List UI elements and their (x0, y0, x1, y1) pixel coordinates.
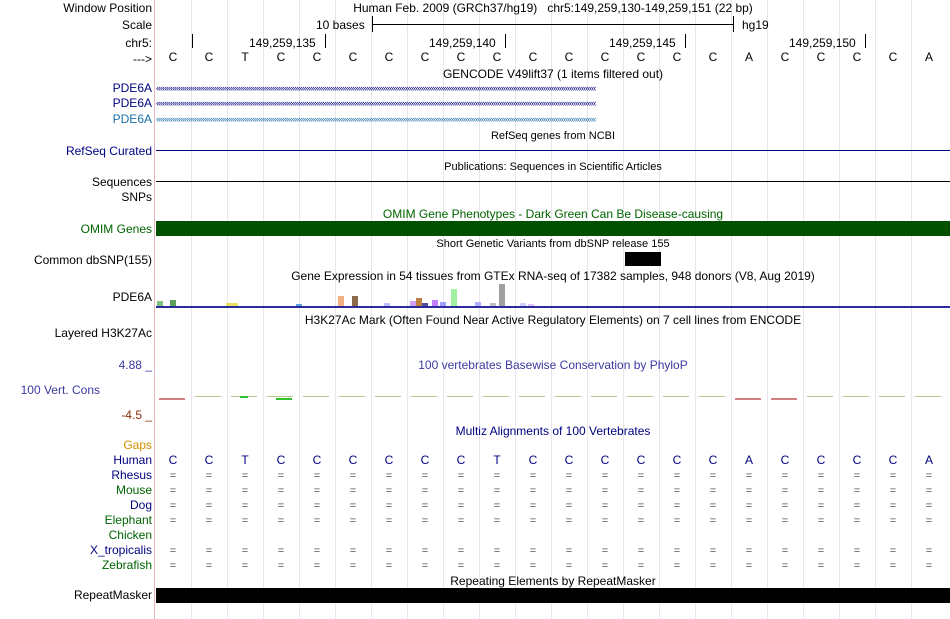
gtex-tissue-bar[interactable] (338, 296, 344, 306)
multiz-match: = (421, 470, 429, 482)
sequence-base: C (888, 50, 898, 64)
multiz-match: = (853, 515, 861, 527)
ruler-tick (505, 34, 506, 48)
phylop-score[interactable] (240, 396, 248, 398)
multiz-match: = (529, 545, 537, 557)
multiz-match: = (565, 560, 573, 572)
grid-line (299, 0, 300, 619)
gtex-tissue-bar[interactable] (499, 284, 505, 306)
label-zebrafish[interactable]: Zebrafish (101, 558, 152, 572)
multiz-human-base: C (888, 453, 898, 467)
multiz-match: = (205, 485, 213, 497)
label-x-tropicalis[interactable]: X_tropicalis (89, 543, 152, 557)
sequence-base: C (168, 50, 178, 64)
multiz-match: = (925, 500, 933, 512)
multiz-match: = (169, 515, 177, 527)
multiz-match: = (313, 485, 321, 497)
sequence-base: C (348, 50, 358, 64)
multiz-human-base: A (924, 453, 933, 467)
phylop-score[interactable] (915, 396, 941, 397)
repeatmasker-title: Repeating Elements by RepeatMasker (450, 574, 656, 588)
multiz-match: = (457, 515, 465, 527)
multiz-match: = (385, 470, 393, 482)
label-dog[interactable]: Dog (129, 498, 152, 512)
multiz-match: = (853, 485, 861, 497)
multiz-match: = (313, 560, 321, 572)
grid-line (587, 0, 588, 619)
phylop-score[interactable] (807, 396, 833, 397)
multiz-match: = (421, 500, 429, 512)
grid-line (623, 0, 624, 619)
multiz-match: = (853, 500, 861, 512)
grid-line (443, 0, 444, 619)
gencode-transcript-1[interactable]: ‹‹‹‹‹‹‹‹‹‹‹‹‹‹‹‹‹‹‹‹‹‹‹‹‹‹‹‹‹‹‹‹‹‹‹‹‹‹‹‹‹‹‹‹‹‹‹‹‹‹‹‹‹‹‹‹‹‹‹‹‹‹‹‹‹‹‹‹‹‹‹‹‹‹‹‹‹‹‹‹‹‹‹‹‹‹‹‹‹‹‹‹‹‹‹‹‹‹‹‹‹‹‹‹‹‹‹‹‹‹‹‹‹‹‹‹‹‹‹‹‹‹‹‹‹‹‹‹‹‹‹‹‹‹‹‹‹‹‹‹‹‹‹‹‹‹‹‹‹‹‹‹‹‹‹‹‹‹‹‹‹‹‹‹‹‹‹‹‹‹‹‹‹‹‹‹‹‹‹‹‹‹‹‹‹‹‹‹‹‹‹‹‹‹‹‹‹‹‹‹‹‹‹‹‹‹‹‹‹‹‹‹‹‹‹‹‹‹‹‹ (156, 84, 596, 92)
multiz-match: = (277, 560, 285, 572)
ruler-number: 149,259,150 (789, 36, 856, 50)
multiz-human-base: C (780, 453, 790, 467)
multiz-match: = (889, 500, 897, 512)
phylop-score[interactable] (771, 398, 797, 400)
multiz-match: = (493, 485, 501, 497)
multiz-match: = (637, 560, 645, 572)
multiz-match: = (925, 470, 933, 482)
ruler-tick (192, 34, 193, 48)
label-phylop-min: -4.5 _ (121, 408, 152, 422)
multiz-match: = (313, 500, 321, 512)
multiz-match: = (709, 470, 717, 482)
phylop-score[interactable] (195, 396, 221, 397)
multiz-match: = (601, 545, 609, 557)
scale-db: hg19 (742, 18, 769, 32)
multiz-match: = (673, 470, 681, 482)
multiz-match: = (385, 500, 393, 512)
label-refseq-curated[interactable]: RefSeq Curated (65, 144, 152, 158)
repeatmasker-element[interactable] (156, 588, 950, 603)
multiz-human-base: C (384, 453, 394, 467)
multiz-match: = (817, 560, 825, 572)
gtex-tissue-bar[interactable] (352, 296, 358, 306)
multiz-match: = (889, 470, 897, 482)
sequence-base: C (312, 50, 322, 64)
multiz-human-base: T (241, 453, 249, 467)
label-pde6a-3[interactable]: PDE6A (112, 112, 152, 126)
multiz-match: = (349, 515, 357, 527)
multiz-match: = (169, 545, 177, 557)
multiz-match: = (745, 515, 753, 527)
multiz-match: = (709, 560, 717, 572)
multiz-match: = (277, 485, 285, 497)
multiz-match: = (709, 515, 717, 527)
multiz-match: = (241, 470, 249, 482)
sequence-base: C (384, 50, 394, 64)
multiz-match: = (817, 545, 825, 557)
multiz-match: = (853, 470, 861, 482)
label-arrow[interactable]: ---> (133, 52, 152, 66)
sequence-base: C (600, 50, 610, 64)
phylop-score[interactable] (375, 396, 401, 397)
multiz-match: = (241, 485, 249, 497)
multiz-match: = (277, 545, 285, 557)
multiz-match: = (565, 500, 573, 512)
multiz-match: = (349, 560, 357, 572)
phylop-score[interactable] (303, 396, 329, 397)
sequence-base: A (744, 50, 753, 64)
label-window-position[interactable]: Window Position (63, 1, 152, 15)
multiz-match: = (925, 560, 933, 572)
phylop-score[interactable] (555, 396, 581, 397)
sequence-base: C (708, 50, 718, 64)
multiz-human-base: C (708, 453, 718, 467)
h3k27ac-title: H3K27Ac Mark (Often Found Near Active Regulatory Elements) on 7 cell lines from ENCODE (304, 313, 802, 327)
label-sequences[interactable]: Sequences (91, 175, 152, 189)
label-pde6a-1[interactable]: PDE6A (112, 81, 152, 95)
omim-gene-bar[interactable] (156, 221, 950, 236)
multiz-match: = (529, 485, 537, 497)
multiz-human-base: C (600, 453, 610, 467)
multiz-match: = (457, 545, 465, 557)
label-divider (154, 0, 155, 619)
sequence-base: C (636, 50, 646, 64)
multiz-match: = (493, 470, 501, 482)
multiz-human-base: A (744, 453, 753, 467)
gtex-baseline (156, 306, 950, 308)
multiz-human-base: C (312, 453, 322, 467)
label-chicken[interactable]: Chicken (108, 528, 152, 542)
multiz-match: = (349, 545, 357, 557)
multiz-match: = (241, 500, 249, 512)
multiz-match: = (457, 560, 465, 572)
ruler-tick (325, 34, 326, 48)
sequence-base: C (672, 50, 682, 64)
sequence-base: C (816, 50, 826, 64)
gencode-transcript-2[interactable]: ‹‹‹‹‹‹‹‹‹‹‹‹‹‹‹‹‹‹‹‹‹‹‹‹‹‹‹‹‹‹‹‹‹‹‹‹‹‹‹‹‹‹‹‹‹‹‹‹‹‹‹‹‹‹‹‹‹‹‹‹‹‹‹‹‹‹‹‹‹‹‹‹‹‹‹‹‹‹‹‹‹‹‹‹‹‹‹‹‹‹‹‹‹‹‹‹‹‹‹‹‹‹‹‹‹‹‹‹‹‹‹‹‹‹‹‹‹‹‹‹‹‹‹‹‹‹‹‹‹‹‹‹‹‹‹‹‹‹‹‹‹‹‹‹‹‹‹‹‹‹‹‹‹‹‹‹‹‹‹‹‹‹‹‹‹‹‹‹‹‹‹‹‹‹‹‹‹‹‹‹‹‹‹‹‹‹‹‹‹‹‹‹‹‹‹‹‹‹‹‹‹‹‹‹‹‹‹‹‹‹‹‹‹‹‹‹‹‹‹‹ (156, 99, 596, 107)
label-chr[interactable]: chr5: (125, 36, 152, 50)
ruler-tick (685, 34, 686, 48)
publications-line[interactable] (156, 181, 950, 182)
multiz-human-base: T (493, 453, 501, 467)
multiz-match: = (889, 515, 897, 527)
multiz-match: = (241, 560, 249, 572)
track-labels (0, 0, 152, 619)
label-elephant[interactable]: Elephant (104, 513, 152, 527)
multiz-match: = (169, 470, 177, 482)
grid-line (515, 0, 516, 619)
multiz-match: = (889, 560, 897, 572)
multiz-match: = (709, 545, 717, 557)
grid-line (659, 0, 660, 619)
phylop-score[interactable] (879, 396, 905, 397)
multiz-match: = (457, 500, 465, 512)
multiz-match: = (529, 515, 537, 527)
sequence-base: C (276, 50, 286, 64)
multiz-match: = (925, 515, 933, 527)
multiz-match: = (637, 485, 645, 497)
multiz-match: = (925, 485, 933, 497)
track-image[interactable] (156, 0, 950, 619)
grid-line (767, 0, 768, 619)
gtex-title: Gene Expression in 54 tissues from GTEx RNA-seq of 17382 samples, 948 donors (V8, Aug 2019) (291, 269, 815, 283)
multiz-match: = (205, 560, 213, 572)
label-mouse[interactable]: Mouse (115, 483, 152, 497)
multiz-match: = (493, 500, 501, 512)
grid-line (407, 0, 408, 619)
multiz-human-base: C (348, 453, 358, 467)
phylop-score[interactable] (159, 398, 185, 400)
dbsnp-variant[interactable] (625, 252, 661, 266)
grid-line (731, 0, 732, 619)
multiz-match: = (493, 515, 501, 527)
publications-title: Publications: Sequences in Scientific Articles (444, 161, 662, 173)
refseq-gene-line[interactable] (156, 150, 950, 151)
multiz-match: = (889, 485, 897, 497)
sequence-base: C (852, 50, 862, 64)
multiz-human-base: C (636, 453, 646, 467)
label-common-dbsnp[interactable]: Common dbSNP(155) (33, 253, 152, 267)
multiz-match: = (421, 560, 429, 572)
sequence-base: C (204, 50, 214, 64)
refseq-title: RefSeq genes from NCBI (490, 130, 616, 142)
multiz-human-base: C (276, 453, 286, 467)
position-text: chr5:149,259,130-149,259,151 (22 bp) (547, 1, 753, 15)
multiz-match: = (853, 545, 861, 557)
multiz-match: = (421, 485, 429, 497)
multiz-match: = (313, 545, 321, 557)
grid-line (875, 0, 876, 619)
multiz-match: = (169, 500, 177, 512)
multiz-human-base: C (168, 453, 178, 467)
multiz-match: = (817, 500, 825, 512)
multiz-match: = (385, 545, 393, 557)
sequence-base: C (420, 50, 430, 64)
multiz-match: = (745, 470, 753, 482)
phylop-score[interactable] (339, 396, 365, 397)
multiz-match: = (673, 560, 681, 572)
scale-bar (372, 24, 733, 25)
label-scale[interactable]: Scale (121, 18, 152, 32)
label-omim-genes[interactable]: OMIM Genes (80, 222, 152, 236)
multiz-title: Multiz Alignments of 100 Vertebrates (455, 424, 651, 438)
multiz-match: = (277, 470, 285, 482)
dbsnp-title: Short Genetic Variants from dbSNP release 155 (436, 238, 670, 250)
grid-line (911, 0, 912, 619)
phylop-score[interactable] (591, 396, 617, 397)
ruler-number: 149,259,135 (249, 36, 316, 50)
sequence-base: T (241, 50, 249, 64)
label-rhesus[interactable]: Rhesus (111, 468, 152, 482)
sequence-base: C (528, 50, 538, 64)
phylop-score[interactable] (627, 396, 653, 397)
phylop-score[interactable] (699, 396, 725, 397)
multiz-match: = (205, 545, 213, 557)
position-header (156, 1, 950, 15)
multiz-match: = (457, 485, 465, 497)
multiz-match: = (745, 485, 753, 497)
assembly-text: Human Feb. 2009 (GRCh37/hg19) (353, 1, 538, 15)
multiz-match: = (241, 545, 249, 557)
gencode-transcript-3[interactable]: ‹‹‹‹‹‹‹‹‹‹‹‹‹‹‹‹‹‹‹‹‹‹‹‹‹‹‹‹‹‹‹‹‹‹‹‹‹‹‹‹‹‹‹‹‹‹‹‹‹‹‹‹‹‹‹‹‹‹‹‹‹‹‹‹‹‹‹‹‹‹‹‹‹‹‹‹‹‹‹‹‹‹‹‹‹‹‹‹‹‹‹‹‹‹‹‹‹‹‹‹‹‹‹‹‹‹‹‹‹‹‹‹‹‹‹‹‹‹‹‹‹‹‹‹‹‹‹‹‹‹‹‹‹‹‹‹‹‹‹‹‹‹‹‹‹‹‹‹‹‹‹‹‹‹‹‹‹‹‹‹‹‹‹‹‹‹‹‹‹‹‹‹‹‹‹‹‹‹‹‹‹‹‹‹‹‹‹‹‹‹‹‹‹‹‹‹‹‹‹‹‹‹‹‹‹‹‹‹‹‹‹‹‹‹‹‹‹‹‹‹ (156, 115, 596, 123)
multiz-match: = (529, 500, 537, 512)
scale-bar-right-tick (733, 16, 734, 32)
multiz-match: = (925, 545, 933, 557)
multiz-match: = (277, 500, 285, 512)
multiz-match: = (637, 545, 645, 557)
multiz-match: = (385, 485, 393, 497)
label-pde6a-2[interactable]: PDE6A (112, 96, 152, 110)
multiz-match: = (745, 500, 753, 512)
sequence-base: C (492, 50, 502, 64)
multiz-match: = (745, 545, 753, 557)
label-gaps[interactable]: Gaps (123, 438, 152, 452)
multiz-human-base: C (420, 453, 430, 467)
multiz-match: = (385, 515, 393, 527)
multiz-match: = (601, 470, 609, 482)
multiz-match: = (277, 515, 285, 527)
grid-line (227, 0, 228, 619)
multiz-match: = (565, 545, 573, 557)
multiz-match: = (709, 485, 717, 497)
sequence-base: C (780, 50, 790, 64)
multiz-match: = (169, 485, 177, 497)
phylop-score[interactable] (447, 396, 473, 397)
multiz-match: = (781, 470, 789, 482)
label-phylop-max: 4.88 _ (118, 358, 152, 372)
gtex-tissue-bar[interactable] (451, 289, 457, 306)
multiz-match: = (205, 515, 213, 527)
multiz-match: = (565, 470, 573, 482)
multiz-match: = (349, 470, 357, 482)
grid-line (839, 0, 840, 619)
grid-line (371, 0, 372, 619)
multiz-match: = (205, 500, 213, 512)
multiz-match: = (709, 500, 717, 512)
ruler-number: 149,259,145 (609, 36, 676, 50)
sequence-base: C (456, 50, 466, 64)
multiz-match: = (313, 470, 321, 482)
grid-line (803, 0, 804, 619)
multiz-match: = (745, 560, 753, 572)
multiz-human-base: C (204, 453, 214, 467)
label-snps[interactable]: SNPs (121, 190, 152, 204)
label-repeatmasker[interactable]: RepeatMasker (73, 588, 152, 602)
multiz-match: = (349, 485, 357, 497)
multiz-match: = (241, 515, 249, 527)
multiz-match: = (601, 485, 609, 497)
phylop-score[interactable] (519, 396, 545, 397)
multiz-match: = (817, 485, 825, 497)
phylop-score[interactable] (735, 398, 761, 400)
multiz-match: = (673, 500, 681, 512)
multiz-human-base: C (852, 453, 862, 467)
multiz-match: = (493, 560, 501, 572)
phylop-score[interactable] (411, 396, 437, 397)
label-human[interactable]: Human (113, 453, 152, 467)
multiz-match: = (313, 515, 321, 527)
multiz-match: = (781, 485, 789, 497)
multiz-match: = (385, 560, 393, 572)
multiz-match: = (421, 545, 429, 557)
multiz-match: = (781, 545, 789, 557)
ruler-tick (865, 34, 866, 48)
phylop-score[interactable] (663, 396, 689, 397)
multiz-match: = (601, 515, 609, 527)
multiz-match: = (169, 560, 177, 572)
sequence-base: C (564, 50, 574, 64)
multiz-match: = (529, 470, 537, 482)
multiz-match: = (565, 485, 573, 497)
multiz-match: = (529, 560, 537, 572)
multiz-match: = (637, 515, 645, 527)
grid-line (695, 0, 696, 619)
multiz-match: = (421, 515, 429, 527)
multiz-match: = (673, 485, 681, 497)
phylop-title: 100 vertebrates Basewise Conservation by PhyloP (418, 358, 688, 372)
multiz-match: = (781, 515, 789, 527)
multiz-match: = (601, 500, 609, 512)
multiz-match: = (673, 545, 681, 557)
label-gtex-pde6a[interactable]: PDE6A (112, 290, 152, 304)
multiz-match: = (637, 500, 645, 512)
gencode-title: GENCODE V49lift37 (1 items filtered out) (442, 67, 664, 81)
multiz-match: = (853, 560, 861, 572)
multiz-match: = (781, 500, 789, 512)
multiz-match: = (673, 515, 681, 527)
grid-line (263, 0, 264, 619)
multiz-match: = (817, 515, 825, 527)
grid-line (479, 0, 480, 619)
phylop-score[interactable] (843, 396, 869, 397)
multiz-human-base: C (456, 453, 466, 467)
ruler-number: 149,259,140 (429, 36, 496, 50)
scale-label: 10 bases (316, 18, 365, 32)
grid-line (335, 0, 336, 619)
multiz-match: = (889, 545, 897, 557)
phylop-score[interactable] (276, 398, 292, 400)
multiz-human-base: C (816, 453, 826, 467)
multiz-match: = (457, 470, 465, 482)
phylop-score[interactable] (483, 396, 509, 397)
multiz-match: = (349, 500, 357, 512)
label-layered-h3k27ac[interactable]: Layered H3K27Ac (54, 326, 152, 340)
grid-line (191, 0, 192, 619)
multiz-match: = (601, 560, 609, 572)
multiz-human-base: C (672, 453, 682, 467)
multiz-match: = (493, 545, 501, 557)
multiz-match: = (205, 470, 213, 482)
multiz-match: = (565, 515, 573, 527)
phylop-score[interactable] (267, 396, 293, 397)
multiz-match: = (781, 560, 789, 572)
multiz-human-base: C (528, 453, 538, 467)
multiz-match: = (817, 470, 825, 482)
label-100-vert-cons[interactable]: 100 Vert. Cons (20, 383, 100, 397)
grid-line (551, 0, 552, 619)
sequence-base: A (924, 50, 933, 64)
omim-title: OMIM Gene Phenotypes - Dark Green Can Be Disease-causing (382, 207, 724, 221)
multiz-match: = (637, 470, 645, 482)
multiz-human-base: C (564, 453, 574, 467)
